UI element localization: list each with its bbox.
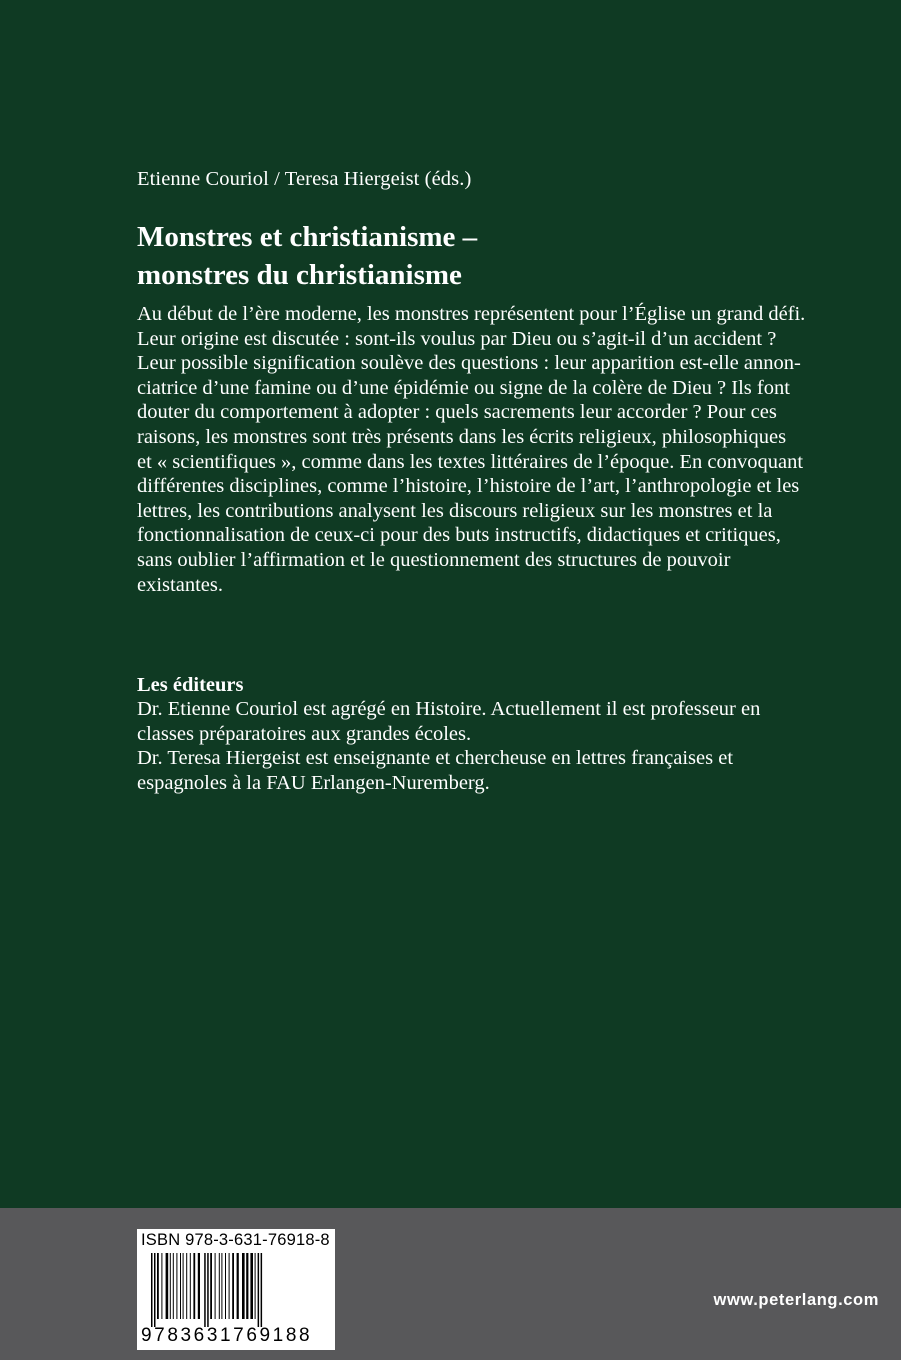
barcode-bar — [229, 1253, 230, 1319]
barcode-bar — [255, 1253, 256, 1319]
barcode-bar — [225, 1253, 226, 1319]
barcode-icon — [141, 1253, 331, 1327]
barcode-bar — [258, 1253, 260, 1327]
barcode-bar — [198, 1253, 200, 1319]
book-title — [137, 218, 477, 294]
barcode-bar — [193, 1253, 195, 1319]
barcode-bar — [154, 1253, 156, 1327]
editors-line: classes préparatoires aux grandes écoles. — [137, 722, 472, 745]
barcode-bar — [250, 1253, 253, 1319]
barcode-bar — [207, 1253, 209, 1327]
blurb-line: Leur origine est discutée : sont-ils voulus par Dieu ou s’agit-il d’un accident ? — [137, 327, 777, 350]
barcode-bar — [157, 1253, 159, 1319]
barcode-bar — [170, 1253, 171, 1319]
blurb-line: existantes. — [137, 573, 223, 596]
barcode-bar — [176, 1253, 177, 1319]
barcode-bar — [219, 1253, 220, 1319]
barcode-bar — [186, 1253, 187, 1319]
blurb-line: Leur possible signification soulève des questions : leur apparition est-elle annon- — [137, 352, 801, 375]
blurb-line: fonctionnalisation de ceux-ci pour des buts instructifs, didactiques et critiques, — [137, 524, 781, 547]
editors-line: Dr. Etienne Couriol est agrégé en Histoire. Actuellement il est professeur en — [137, 698, 761, 721]
barcode-bar — [161, 1253, 162, 1319]
blurb-line: différentes disciplines, comme l’histoire, l’histoire de l’art, l’anthropologie et les — [137, 475, 800, 498]
editors-section — [137, 673, 877, 795]
barcode-bar — [210, 1253, 212, 1319]
barcode-bar — [246, 1253, 248, 1319]
barcode-bar — [261, 1253, 263, 1327]
barcode-bar — [173, 1253, 174, 1319]
editors-line: espagnoles à la FAU Erlangen-Nuremberg. — [137, 771, 490, 794]
blurb-line: Au début de l’ère moderne, les monstres représentent pour l’Église un grand défi. — [137, 303, 806, 325]
barcode-bar — [180, 1253, 181, 1319]
blurb-paragraph — [137, 302, 877, 597]
barcode-bar — [183, 1253, 184, 1319]
barcode-bar — [204, 1253, 206, 1327]
blurb-line: et « scientifiques », comme dans les textes littéraires de l’époque. En convoquant — [137, 450, 804, 473]
editors-heading: Les éditeurs — [137, 674, 244, 696]
barcode-bar — [166, 1253, 169, 1319]
blurb-line: douter du comportement à adopter : quels sacrements leur accorder ? Pour ces — [137, 401, 777, 424]
blurb-line: raisons, les monstres sont très présents dans les écrits religieux, philosophiques — [137, 425, 787, 448]
barcode-bar — [151, 1253, 153, 1327]
barcode-bar — [215, 1253, 216, 1319]
title-line: monstres du christianisme — [137, 259, 462, 291]
publisher-url[interactable]: www.peterlang.com — [713, 1291, 879, 1309]
barcode-label — [137, 1229, 335, 1350]
barcode-bar — [190, 1253, 191, 1319]
barcode-bar — [221, 1253, 222, 1319]
blurb-line: lettres, les contributions analysent les discours religieux sur les monstres et la — [137, 499, 773, 522]
barcode-bar — [232, 1253, 234, 1319]
isbn-text: ISBN 978-3-631-76918-8 — [141, 1231, 330, 1249]
title-line: Monstres et christianisme – — [137, 221, 478, 253]
editors-line: Dr. Teresa Hiergeist est enseignante et chercheuse en lettres françaises et — [137, 747, 734, 770]
blurb-line: sans oublier l’affirmation et le questionnement des structures de pouvoir — [137, 548, 731, 571]
barcode-bar — [237, 1253, 239, 1319]
barcode-bar — [242, 1253, 245, 1319]
ean-digits: 9783631769188 — [141, 1325, 313, 1346]
editors-byline: Etienne Couriol / Teresa Hiergeist (éds.) — [137, 168, 472, 190]
blurb-line: ciatrice d’une famine ou d’une épidémie ou signe de la colère de Dieu ? Ils font — [137, 376, 790, 399]
footer-band — [0, 1208, 901, 1360]
